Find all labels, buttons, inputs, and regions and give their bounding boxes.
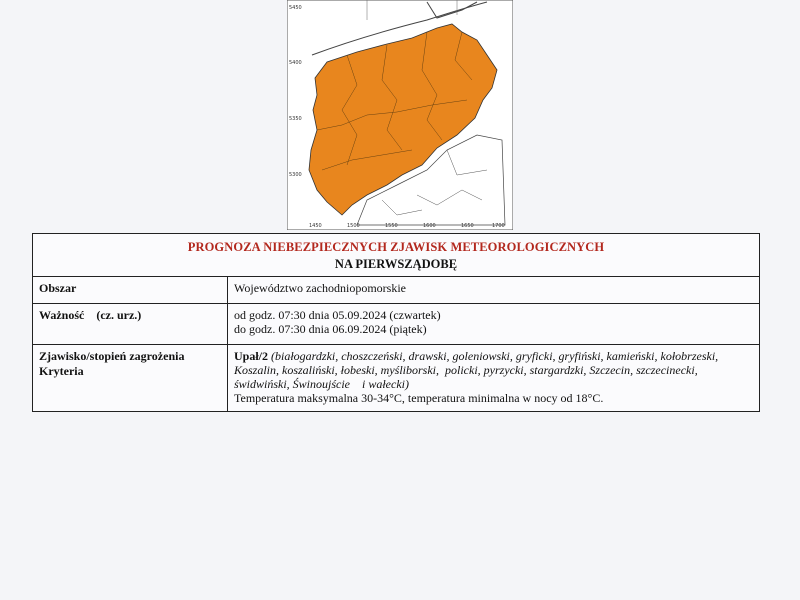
- y-tick: 5350: [289, 116, 302, 122]
- obszar-value: Województwo zachodniopomorskie: [228, 277, 760, 304]
- valid-to: do godz. 07:30 dnia 06.09.2024 (piątek): [234, 322, 427, 336]
- zjawisko-label-line2: Kryteria: [39, 364, 84, 378]
- table-row-waznosc: [33, 304, 760, 345]
- phenomenon-text: [234, 349, 753, 391]
- x-tick: 1550: [385, 223, 398, 229]
- zjawisko-value: [228, 345, 760, 412]
- valid-from: od godz. 07:30 dnia 05.09.2024 (czwartek): [234, 308, 441, 322]
- x-tick: 1650: [461, 223, 474, 229]
- warning-subtitle: NA PIERWSZĄDOBĘ: [334, 257, 458, 271]
- phenomenon-level: Upał/2: [234, 349, 269, 363]
- warning-table: [32, 233, 760, 412]
- waznosc-label: [33, 304, 228, 345]
- waznosc-value: [228, 304, 760, 345]
- zjawisko-label: [33, 345, 228, 412]
- x-tick: 1700: [492, 223, 505, 229]
- x-tick: 1450: [309, 223, 322, 229]
- y-tick: 5450: [289, 5, 302, 11]
- warning-title: PROGNOZA NIEBEZPIECZNYCH ZJAWISK METEOROLOGICZNYCH: [187, 240, 605, 254]
- waznosc-label-text: Ważność (cz. urz.): [39, 308, 142, 322]
- y-tick: 5400: [289, 60, 302, 66]
- x-tick: 1600: [423, 223, 436, 229]
- header-row: [33, 234, 760, 277]
- table-row-zjawisko: [33, 345, 760, 412]
- criteria-text: Temperatura maksymalna 30-34°C, temperatura minimalna w nocy od 18°C.: [234, 391, 604, 405]
- y-tick: 5300: [289, 172, 302, 178]
- table-row-obszar: [33, 277, 760, 304]
- zjawisko-label-line1: Zjawisko/stopień zagrożenia: [39, 349, 185, 363]
- map-svg: [287, 0, 513, 230]
- warning-map: [287, 0, 513, 230]
- obszar-label: Obszar: [33, 277, 228, 304]
- x-tick: 1500: [347, 223, 360, 229]
- header-cell: [33, 234, 760, 277]
- affected-counties: (białogardzki, choszczeński, drawski, goleniowski, gryficki, gryfiński, kamieński, kołobrzeski, Koszalin, koszaliński, łobeski, myśliborski, policki, pyrzycki, stargardzki, Szczecin, szczecinecki, świdwiński, Świnoujście i wałecki): [234, 349, 722, 391]
